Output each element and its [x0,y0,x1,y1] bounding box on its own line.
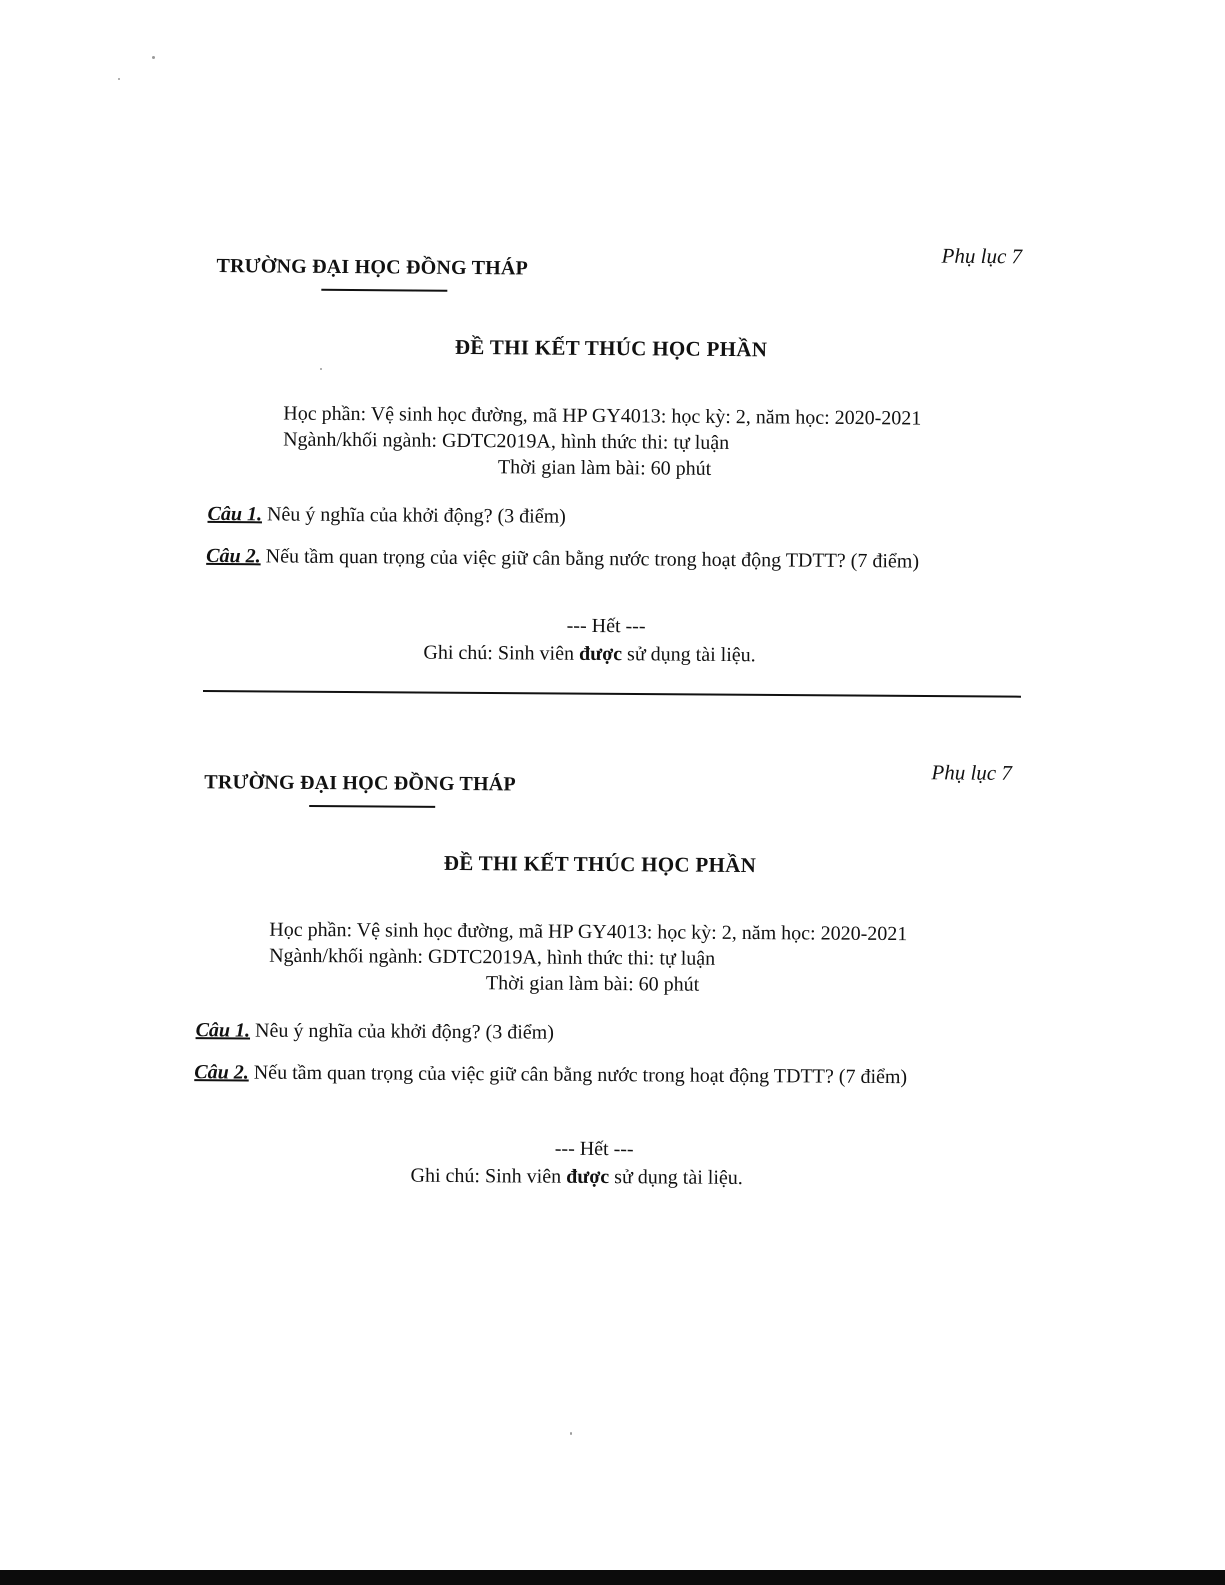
note-emphasis: được [578,642,623,666]
scan-speck [320,368,322,370]
exam-copy-bottom [0,512,1225,1190]
note-suffix: sử dụng tài liệu. [609,1166,743,1190]
end-mark: --- Hết --- [554,1137,634,1161]
scan-speck [118,78,120,80]
scan-speck [570,1432,572,1435]
end-mark: --- Hết --- [566,614,646,638]
note-suffix: sử dụng tài liệu. [622,643,756,667]
school-name: TRƯỜNG ĐẠI HỌC ĐỒNG THÁP [216,254,529,280]
major-info-line: Ngành/khối ngành: GDTC2019A, hình thức thi: tự luận [269,944,716,970]
question-2-text: Nếu tầm quan trọng của việc giữ cân bằng nước trong hoạt động TDTT? (7 điểm) [253,1061,908,1089]
question-1-label: Câu 1. [195,1019,251,1042]
note-prefix: Ghi chú: Sinh viên [410,1164,567,1188]
question-1 [196,1019,554,1045]
question-2 [194,1061,907,1089]
question-1-text: Nêu ý nghĩa của khởi động? (3 điểm) [266,503,566,528]
exam-title: ĐỀ THI KẾT THÚC HỌC PHẦN [443,850,757,878]
exam-copy-top [0,0,1225,667]
duration-line: Thời gian làm bài: 60 phút [485,972,700,996]
scan-bottom-edge [0,1570,1225,1585]
course-info-line: Học phần: Vệ sinh học đường, mã HP GY4013: học kỳ: 2, năm học: 2020-2021 [269,918,908,946]
question-2-text: Nếu tầm quan trọng của việc giữ cân bằng nước trong hoạt động TDTT? (7 điểm) [265,545,920,573]
course-info-line: Học phần: Vệ sinh học đường, mã HP GY4013: học kỳ: 2, năm học: 2020-2021 [283,402,922,430]
major-info-line: Ngành/khối ngành: GDTC2019A, hình thức thi: tự luận [283,428,730,455]
exam-title: ĐỀ THI KẾT THÚC HỌC PHẦN [454,334,768,362]
question-1-text: Nêu ý nghĩa của khởi động? (3 điểm) [255,1019,554,1044]
scan-speck [152,56,155,59]
note-emphasis: được [566,1165,610,1189]
note-prefix: Ghi chú: Sinh viên [423,641,580,665]
school-underline [321,289,447,291]
school-underline [309,805,435,807]
appendix-label: Phụ lục 7 [931,760,1012,785]
exam-note [411,1165,743,1190]
duration-line: Thời gian làm bài: 60 phút [497,456,712,480]
question-2-label: Câu 2. [206,544,261,568]
school-name: TRƯỜNG ĐẠI HỌC ĐỒNG THÁP [204,771,516,796]
question-2-label: Câu 2. [194,1061,249,1084]
appendix-label: Phụ lục 7 [941,243,1023,269]
question-1-label: Câu 1. [207,502,263,526]
